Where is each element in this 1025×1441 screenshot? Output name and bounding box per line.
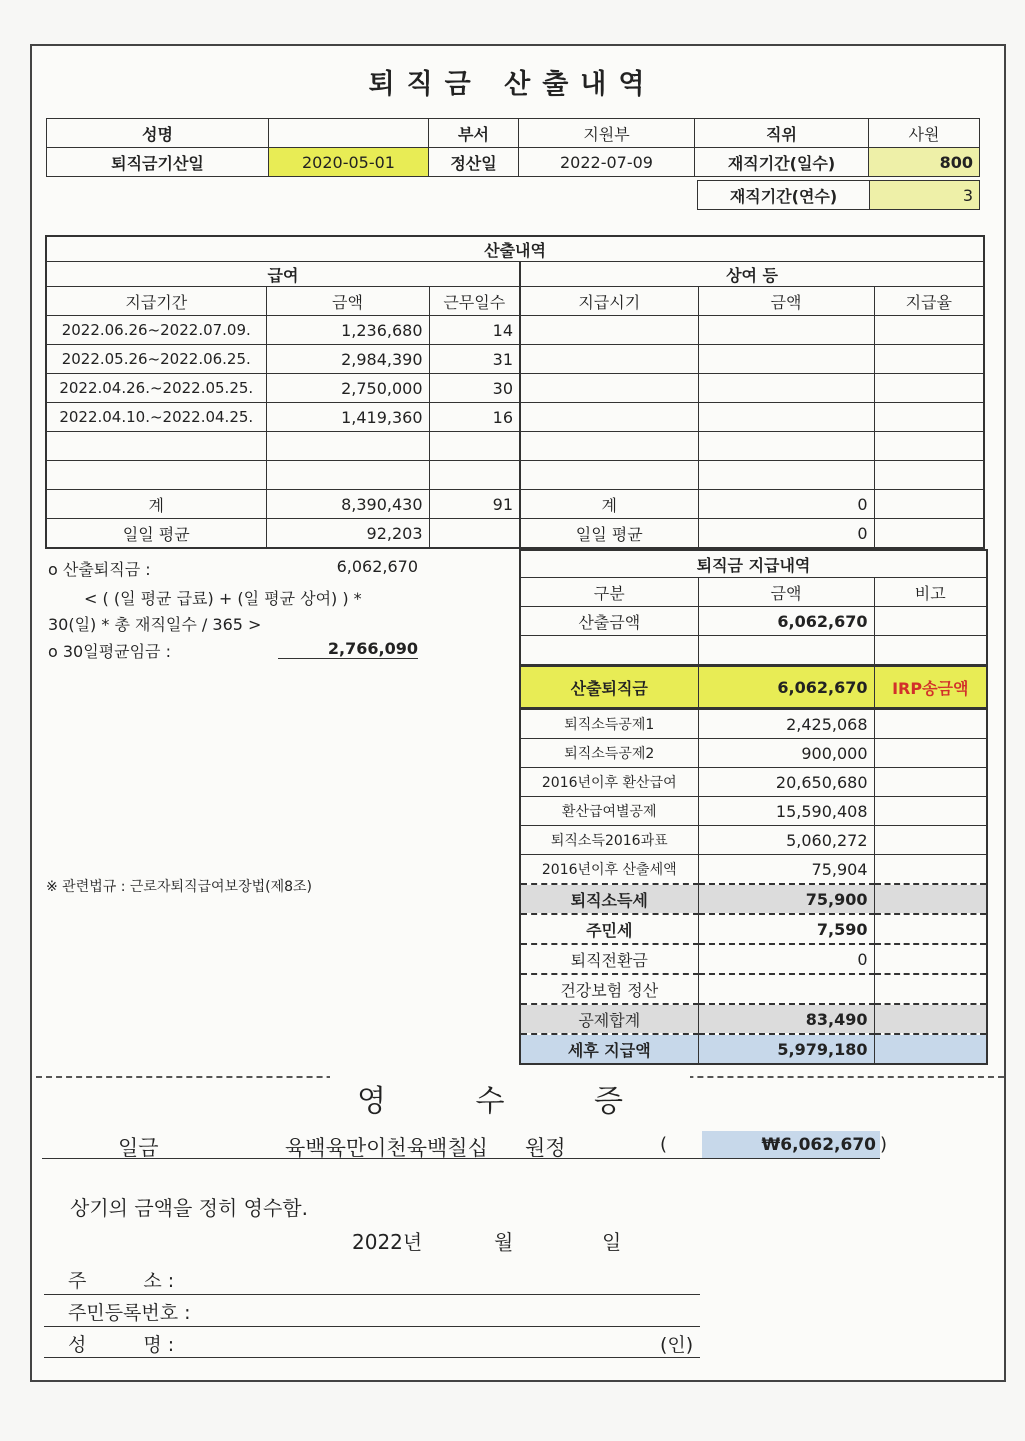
- years-table: [697, 180, 980, 210]
- salary-avg-label: 일일 평균: [46, 519, 266, 549]
- col-bonus-amount: 금액: [698, 287, 874, 316]
- formula-line4: o 30일평균임금 : 2,766,090: [48, 639, 418, 661]
- table-row: 2022.04.10.~2022.04.25. 1,419,360 16: [46, 403, 984, 432]
- table-row: 퇴직소득공제2 900,000: [520, 739, 987, 768]
- formula-line1-value: 6,062,670: [336, 557, 418, 576]
- receipt-year: 2022년: [352, 1230, 423, 1254]
- amount-open-paren: (: [660, 1134, 668, 1155]
- amount-number: ₩6,062,670: [702, 1131, 880, 1159]
- payout-col-type: 구분: [520, 578, 698, 607]
- payout-col-note: 비고: [874, 578, 987, 607]
- deduct-total-value: 83,490: [698, 1004, 874, 1034]
- table-row: 퇴직소득공제1 2,425,068: [520, 709, 987, 739]
- days-label: 재직기간(일수): [695, 148, 869, 177]
- col-rate: 지급율: [874, 287, 984, 316]
- receipt-month: 월: [494, 1230, 514, 1254]
- receipt-day: 일: [602, 1230, 622, 1254]
- bonus-avg-label: 일일 평균: [520, 519, 698, 549]
- calc-amount-value: 6,062,670: [698, 607, 874, 636]
- health-value: [698, 974, 874, 1004]
- health-label: 건강보험 정산: [520, 974, 698, 1004]
- bonus-total-label: 계: [520, 490, 698, 519]
- name-value: [269, 119, 429, 148]
- address-label: 주 소 :: [68, 1270, 175, 1292]
- salary-avg-amount: 92,203: [266, 519, 429, 549]
- amount-suffix: 원정: [525, 1136, 566, 1160]
- days-value: 800: [869, 148, 980, 177]
- payout-table: [519, 549, 988, 1065]
- table-row: 2016년이후 환산급여 20,650,680: [520, 768, 987, 797]
- table-row: 2016년이후 산출세액 75,904: [520, 855, 987, 885]
- page-title: 퇴직금 산출내역: [368, 69, 657, 100]
- seal-mark: (인): [660, 1334, 694, 1356]
- deduct-total-label: 공제합계: [520, 1004, 698, 1034]
- table-row: [46, 432, 984, 461]
- signer-name-line: [44, 1357, 700, 1358]
- position-label: 직위: [695, 119, 869, 148]
- table-row: 퇴직소득2016과표 5,060,272: [520, 826, 987, 855]
- start-date-value: 2020-05-01: [269, 148, 429, 177]
- settle-date-label: 정산일: [429, 148, 519, 177]
- formula-line1: o 산출퇴직금 : 6,062,670: [48, 557, 418, 579]
- payout-title: 퇴직금 지급내역: [520, 550, 987, 578]
- payout-col-amount: 금액: [698, 578, 874, 607]
- formula-line3: 30(일) * 총 재직일수 / 365 >: [48, 615, 262, 634]
- receipt-confirm: 상기의 금액을 정히 영수함.: [70, 1196, 308, 1220]
- table-row: 2022.06.26~2022.07.09. 1,236,680 14: [46, 316, 984, 345]
- dept-label: 부서: [429, 119, 519, 148]
- amount-close-paren: ): [880, 1134, 888, 1155]
- col-period: 지급기간: [46, 287, 266, 316]
- calc-title: 산출내역: [46, 236, 984, 262]
- main-payout-value: 6,062,670: [698, 666, 874, 709]
- col-amount: 금액: [266, 287, 429, 316]
- name-label: 성명: [47, 119, 269, 148]
- amount-words: 육백육만이천육백칠십: [285, 1136, 488, 1160]
- table-row: 2022.04.26.~2022.05.25. 2,750,000 30: [46, 374, 984, 403]
- refund-value: 0: [698, 944, 874, 974]
- years-value: 3: [870, 181, 980, 210]
- local-tax-value: 7,590: [698, 914, 874, 944]
- avg-wage-value: 2,766,090: [278, 639, 418, 659]
- refund-label: 퇴직전환금: [520, 944, 698, 974]
- salary-total-amount: 8,390,430: [266, 490, 429, 519]
- formula-line2: < ( (일 평균 급료) + (일 평균 상여) ) *: [84, 589, 362, 608]
- dept-value: 지원부: [519, 119, 695, 148]
- start-date-label: 퇴직금기산일: [47, 148, 269, 177]
- bonus-total-value: 0: [698, 490, 874, 519]
- bonus-avg-value: 0: [698, 519, 874, 549]
- local-tax-label: 주민세: [520, 914, 698, 944]
- settle-date-value: 2022-07-09: [519, 148, 695, 177]
- net-pay-value: 5,979,180: [698, 1034, 874, 1064]
- salary-title: 급여: [46, 262, 520, 287]
- income-tax-label: 퇴직소득세: [520, 884, 698, 914]
- salary-total-days: 91: [429, 490, 520, 519]
- main-payout-label: 산출퇴직금: [520, 666, 698, 709]
- table-row: [46, 461, 984, 490]
- receipt-title: 영 수 증: [356, 1084, 663, 1119]
- header-table: [46, 118, 980, 177]
- col-paytime: 지급시기: [520, 287, 698, 316]
- table-row: 환산급여별공제 15,590,408: [520, 797, 987, 826]
- table-row: 2022.05.26~2022.06.25. 2,984,390 31: [46, 345, 984, 374]
- net-pay-label: 세후 지급액: [520, 1034, 698, 1064]
- income-tax-value: 75,900: [698, 884, 874, 914]
- signer-name-label: 성 명 :: [68, 1334, 175, 1356]
- calc-table: [45, 235, 985, 549]
- address-line: [44, 1294, 700, 1295]
- years-label: 재직기간(연수): [698, 181, 870, 210]
- amount-prefix: 일금: [118, 1136, 159, 1160]
- bonus-title: 상여 등: [520, 262, 984, 287]
- salary-total-label: 계: [46, 490, 266, 519]
- law-reference: ※ 관련법규 : 근로자퇴직급여보장법(제8조): [46, 879, 313, 895]
- col-workdays: 근무일수: [429, 287, 520, 316]
- id-number-label: 주민등록번호 :: [68, 1302, 191, 1324]
- calc-amount-label: 산출금액: [520, 607, 698, 636]
- amount-underline: [42, 1158, 880, 1159]
- irp-note: IRP송금액: [874, 666, 987, 709]
- id-number-line: [44, 1326, 700, 1327]
- position-value: 사원: [869, 119, 980, 148]
